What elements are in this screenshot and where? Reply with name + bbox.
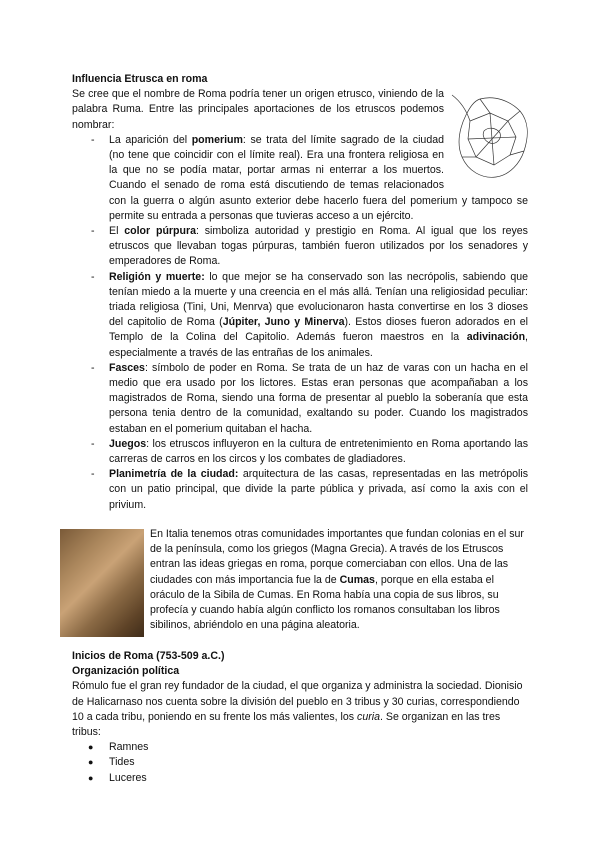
item-bold: Juegos xyxy=(109,437,147,450)
item-text: : simboliza autoridad y prestigio en Roma. Al igual que los reyes etruscos que llevaban togas púrpuras, también fueron utilizados por los senadores y emperadores de Roma. xyxy=(109,225,528,268)
list-item xyxy=(72,361,528,437)
item-bold: color púrpura xyxy=(124,225,196,238)
item-text: arquitectura de las casas, representadas en las metrópolis con un patio principal, que divide la parte pública y privada, así como la axis con el privium. xyxy=(109,468,528,511)
item-text: : los etruscos influyeron en la cultura de entretenimiento en Roma aportando las carreras de carros en los circos y los combates de gladiadores. xyxy=(109,437,528,466)
item-bold: Planimetría de la ciudad: xyxy=(109,468,239,481)
item-bold: Religión y muerte: xyxy=(109,270,205,283)
cumas-text: En Italia tenemos otras comunidades importantes que fundan colonias en el sur de la península, como los griegos (Magna Grecia). A través de los Etruscos entran las ideas griegas en roma, porque comerciaban con ellos. Una de las ciudades con más importancia fue la de xyxy=(150,527,524,586)
item-bold: Fasces xyxy=(109,361,145,374)
list-item: ● Tides xyxy=(72,755,528,770)
cumas-text: , porque en ella estaba el oráculo de la Sibila de Cumas. En Roma había una copia de sus libros, su profecía y cuando había algún conflicto los romanos consultaban los libros sibilinos, abriéndolo en una página aleatoria. xyxy=(150,573,500,632)
list-item xyxy=(72,467,528,513)
body-text: Rómulo fue el gran rey fundador de la ciudad, el que organiza y administra la sociedad. Dionisio de Halicarnaso nos cuenta sobre la división del pueblo en 3 tribus y 30 curias, correspondiendo 10 a cada tribu, poniendo en su frente los más valientes, los xyxy=(72,680,523,723)
item-text: : símbolo de poder en Roma. Se trata de un haz de varas con un hacha en el medio que era usado por los lictores. Estas eran personas que acompañaban a los magistrados de Roma, siendo una forma de presentar al pueblo la soberanía que esta persona tenia dentro de la comunidad, exaltando su poder. Cuando los magistrados estaban en el pomerium quitaban el hacha. xyxy=(109,361,528,435)
list-item xyxy=(72,270,528,361)
item-text: La aparición del xyxy=(109,133,192,146)
cumas-section xyxy=(72,529,528,637)
cumas-bold: Cumas xyxy=(339,573,375,586)
contributions-list xyxy=(72,133,528,513)
cumas-paragraph xyxy=(150,527,528,633)
section-heading-inicios: Inicios de Roma (753-509 a.C.) xyxy=(72,649,225,662)
list-item xyxy=(72,437,528,467)
section-heading-etrusca: Influencia Etrusca en roma xyxy=(72,73,208,85)
item-text: lo que mejor se ha conservado son las necrópolis, sabiendo que tenían miedo a la muerte y una creencia en el más allá. Tenían una religiosidad peculiar: triada religiosa (Tini, Uni, Menrva) que evolucionaron hasta convertirse en los 3 dioses del capitolio de Roma ( xyxy=(109,270,528,329)
body-text: . Se organizan en las tres tribus: xyxy=(72,710,501,738)
document-page xyxy=(72,72,528,786)
item-bold: adivinación xyxy=(466,331,526,344)
intro-paragraph: Se cree que el nombre de Roma podría tener un origen etrusco, viniendo de la palabra Ruma. Entre las principales aportaciones de los etruscos podemos nombrar: xyxy=(72,88,444,131)
list-item: ● Luceres xyxy=(72,771,528,786)
inicios-section xyxy=(72,649,528,786)
list-item: ● Ramnes xyxy=(72,740,528,755)
item-text: , especialmente a través de las entrañas de los animales. xyxy=(109,331,528,359)
organizacion-paragraph xyxy=(72,679,528,740)
item-bold: pomerium xyxy=(191,133,243,146)
sibyl-painting-image xyxy=(60,529,144,637)
item-bold: Júpiter, Juno y Minerva xyxy=(222,316,345,329)
item-text: ). Estos dioses fueron adorados en el Templo de la Colina del Capitolio. Además fueron maestros en la xyxy=(109,316,528,344)
item-text: : se trata del límite sagrado de la ciudad (no tene que coincidir con el límite real). Era una frontera religiosa en la que no se podía matar, portar armas ni enterrar a los muertos. Cuando el senado de roma está discutiendo de temas relacionados con la guerra o algún asunto exterior debe hacerlo fuera del pomerium y tampoco se permite su entrada a personas que tuvieras acceso a un ejército. xyxy=(109,133,528,222)
list-item xyxy=(72,224,528,270)
item-text: El xyxy=(109,225,125,238)
list-item xyxy=(72,133,528,224)
tribes-list xyxy=(72,740,528,786)
body-italic: curia xyxy=(357,710,380,723)
section-subheading: Organización política xyxy=(72,665,180,678)
